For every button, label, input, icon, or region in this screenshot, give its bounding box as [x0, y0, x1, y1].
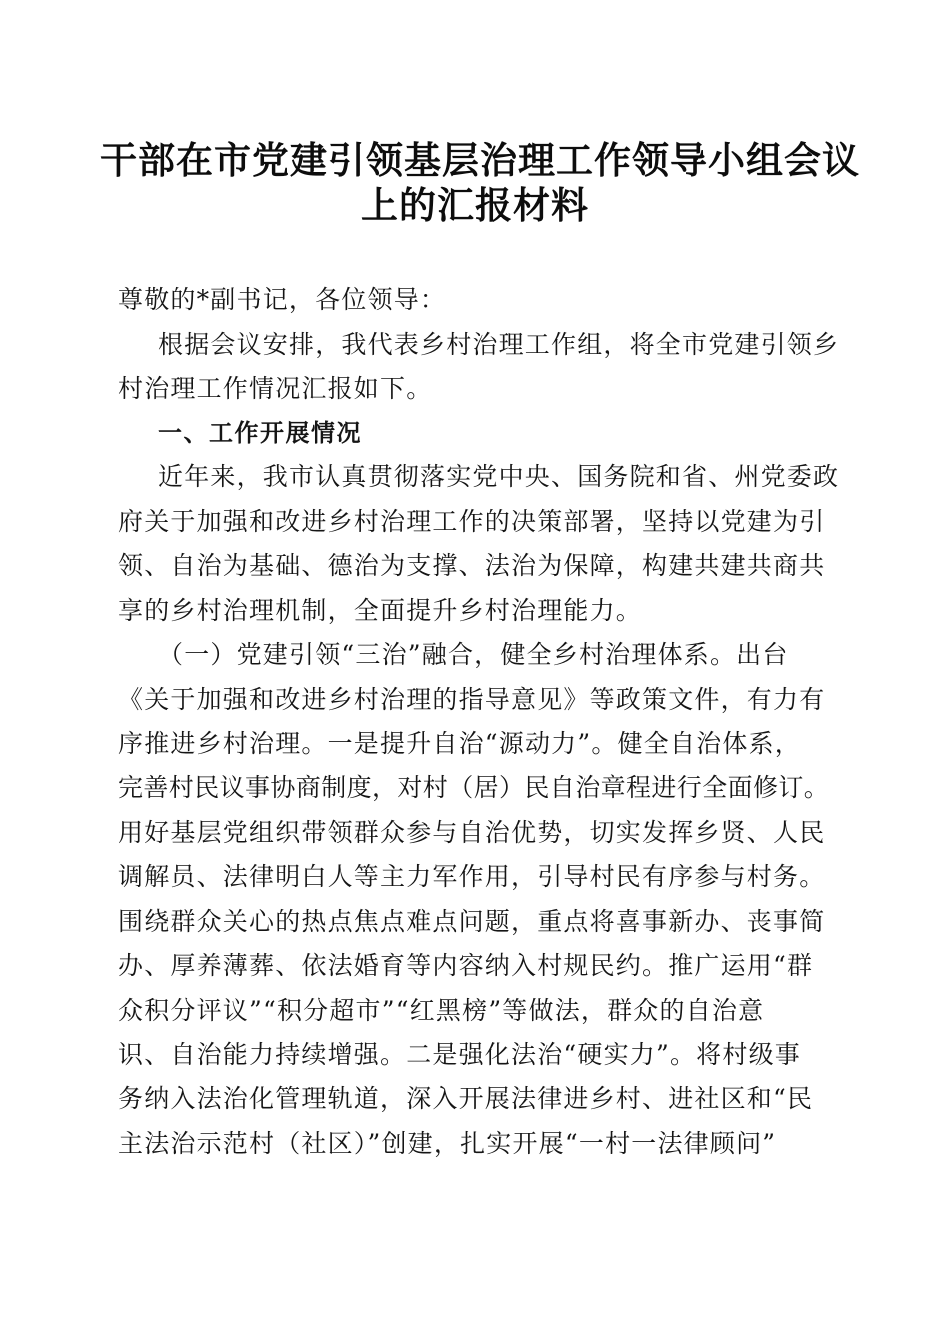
paragraph-line: 调解员、法律明白人等主力军作用，引导村民有序参与村务。	[118, 862, 826, 891]
paragraph-line: 《关于加强和改进乡村治理的指导意见》等政策文件，有力有	[118, 685, 826, 714]
paragraph-line: 完善村民议事协商制度，对村（居）民自治章程进行全面修订。	[118, 773, 830, 802]
paragraph-line: 识、自治能力持续增强。二是强化法治“硬实力”。将村级事	[118, 1040, 801, 1069]
paragraph-line: 用好基层党组织带领群众参与自治优势，切实发挥乡贤、人民	[118, 818, 826, 847]
salutation: 尊敬的*副书记，各位领导：	[118, 285, 447, 314]
paragraph-line: 根据会议安排，我代表乡村治理工作组，将全市党建引领乡	[158, 330, 840, 359]
document-title-line-1: 干部在市党建引领基层治理工作领导小组会议	[100, 138, 860, 182]
paragraph-line: 领、自治为基础、德治为支撑、法治为保障，构建共建共商共	[118, 551, 826, 580]
paragraph-line: 围绕群众关心的热点焦点难点问题，重点将喜事新办、丧事简	[118, 907, 826, 936]
document-title-line-2: 上的汇报材料	[361, 183, 589, 227]
paragraph-line: 主法治示范村（社区）”创建，扎实开展“一村一法律顾问”	[118, 1129, 777, 1158]
paragraph-line: 府关于加强和改进乡村治理工作的决策部署，坚持以党建为引	[118, 507, 826, 536]
subsection-heading-line: （一）党建引领“三治”融合，健全乡村治理体系。出台	[158, 640, 789, 669]
paragraph-line: 享的乡村治理机制，全面提升乡村治理能力。	[118, 596, 643, 625]
paragraph-line: 务纳入法治化管理轨道，深入开展法律进乡村、进社区和“民	[118, 1084, 814, 1113]
section-heading: 一、工作开展情况	[158, 419, 362, 447]
paragraph-line: 序推进乡村治理。一是提升自治“源动力”。健全自治体系，	[118, 729, 801, 758]
paragraph-line: 近年来，我市认真贯彻落实党中央、国务院和省、州党委政	[158, 462, 840, 491]
paragraph-line: 村治理工作情况汇报如下。	[118, 374, 433, 403]
paragraph-line: 众积分评议”“积分超市”“红黑榜”等做法，群众的自治意	[118, 996, 765, 1025]
paragraph-line: 办、厚养薄葬、依法婚育等内容纳入村规民约。推广运用“群	[118, 951, 814, 980]
